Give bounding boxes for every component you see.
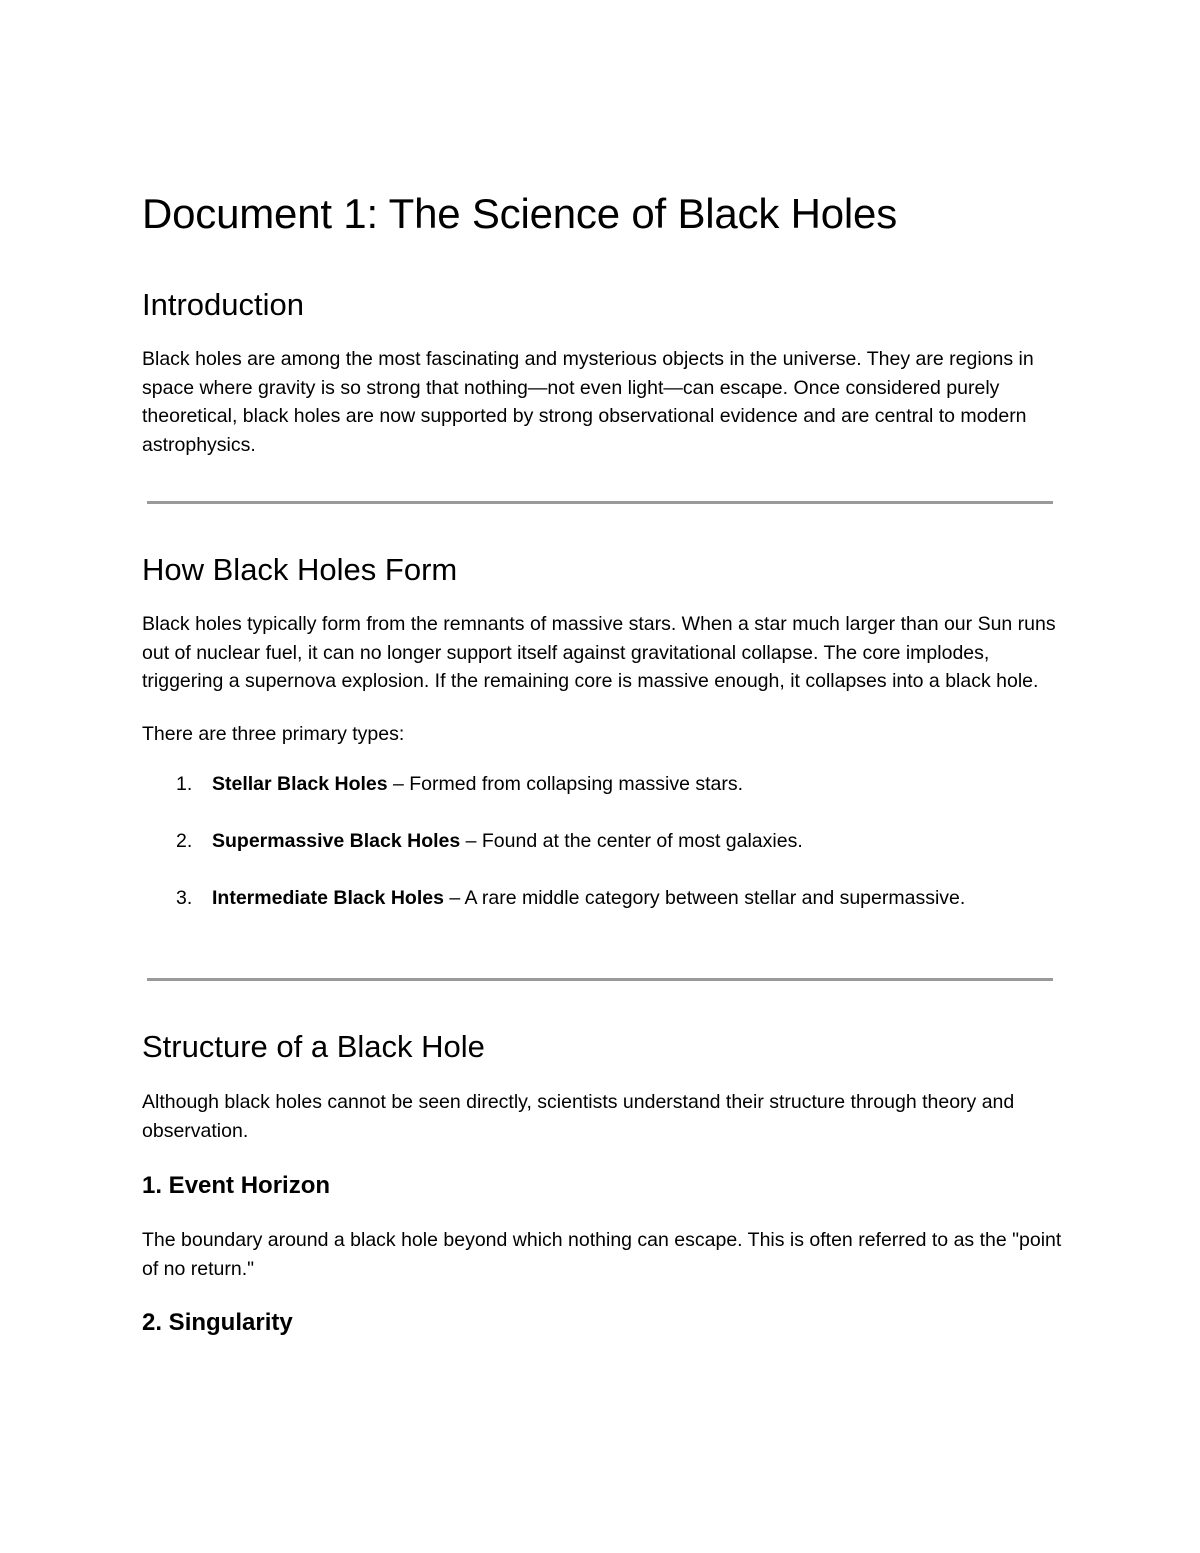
list-item <box>142 827 1072 855</box>
list-item-number: 3. <box>176 887 193 909</box>
list-item-name: Supermassive Black Holes <box>212 830 461 852</box>
singularity-heading: 2. Singularity <box>142 1309 293 1336</box>
structure-paragraph: Although black holes cannot be seen directly, scientists understand their structure through theory and observation. <box>142 1091 1015 1142</box>
document-title: Document 1: The Science of Black Holes <box>142 190 898 237</box>
types-intro: There are three primary types: <box>142 722 405 745</box>
list-item <box>142 770 1072 798</box>
list-item <box>142 884 1072 912</box>
list-item-number: 1. <box>176 773 193 795</box>
event-horizon-paragraph: The boundary around a black hole beyond which nothing can escape. This is often referred to as the "point of no return." <box>142 1229 1062 1280</box>
structure-heading: Structure of a Black Hole <box>142 1029 485 1064</box>
list-item-number: 2. <box>176 830 193 852</box>
list-item-description: – Formed from collapsing massive stars. <box>387 773 744 795</box>
list-item-name: Intermediate Black Holes <box>212 887 444 909</box>
list-item-description: – A rare middle category between stellar and supermassive. <box>443 887 966 909</box>
section-divider <box>147 978 1053 981</box>
formation-heading: How Black Holes Form <box>142 552 458 587</box>
list-item-name: Stellar Black Holes <box>212 773 388 795</box>
event-horizon-heading: 1. Event Horizon <box>142 1172 331 1199</box>
section-divider <box>147 501 1053 504</box>
formation-paragraph: Black holes typically form from the remnants of massive stars. When a star much larger than our Sun runs out of nuclear fuel, it can no longer support itself against gravitational collapse. The core implodes, triggering a supernova explosion. If the remaining core is massive enough, it collapses into a black hole. <box>142 613 1056 692</box>
introduction-heading: Introduction <box>142 287 304 322</box>
black-hole-types-list <box>142 770 1072 912</box>
document-body <box>142 188 1072 1338</box>
introduction-paragraph: Black holes are among the most fascinating and mysterious objects in the universe. They are regions in space where gravity is so strong that nothing—not even light—can escape. Once considered purely theoretical, black holes are now supported by strong observational evidence and are central to modern astrophysics. <box>142 348 1034 456</box>
list-item-description: – Found at the center of most galaxies. <box>460 830 803 852</box>
